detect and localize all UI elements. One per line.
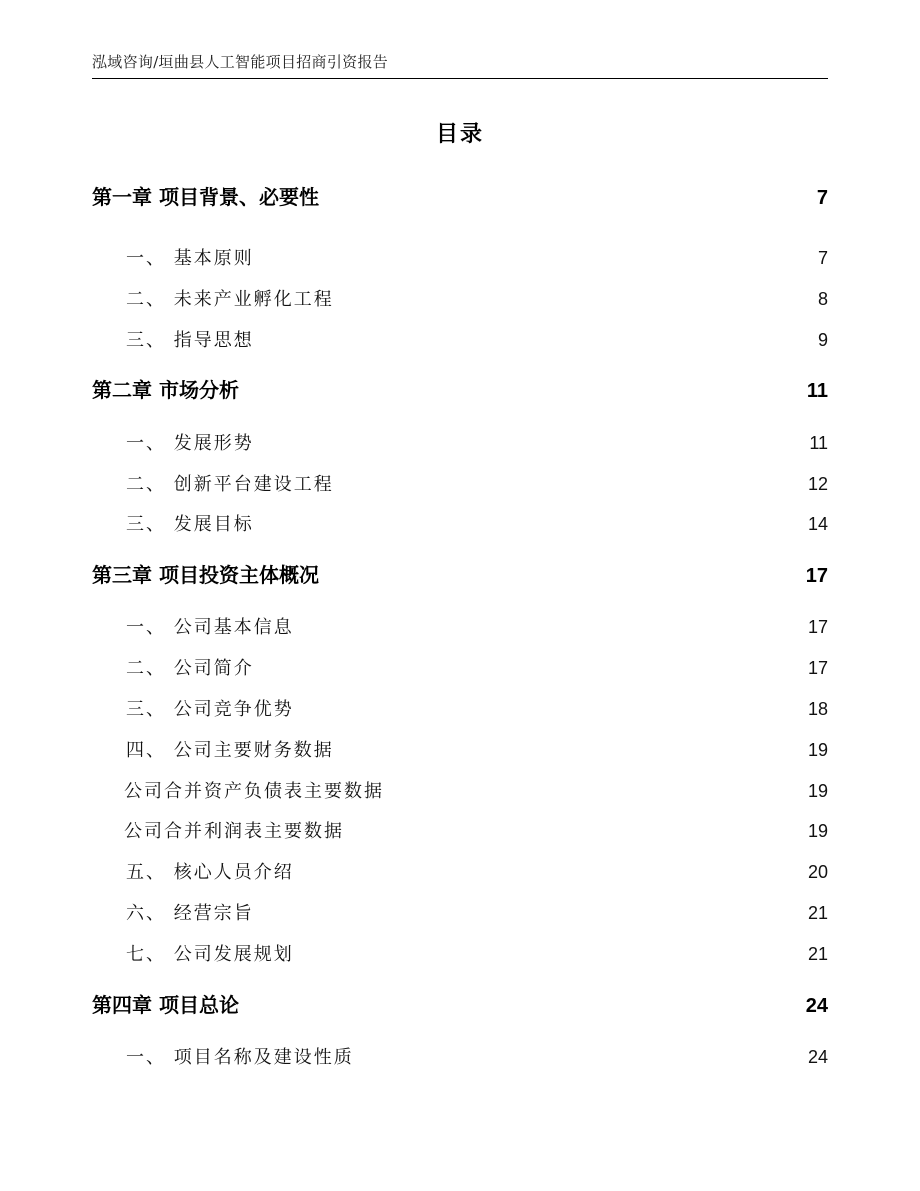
toc-entry-label: 第二章 市场分析	[92, 378, 239, 402]
toc-entry-page: 17	[807, 658, 828, 678]
toc-entry-label: 四、 公司主要财务数据	[126, 740, 334, 761]
toc-section[interactable]	[126, 615, 828, 639]
toc-section[interactable]	[124, 819, 828, 843]
toc-entry-label: 第一章 项目背景、必要性	[92, 185, 319, 209]
toc-entry-page: 20	[807, 862, 828, 882]
toc-entry-label: 第三章 项目投资主体概况	[92, 563, 319, 587]
toc-entry-label: 三、 发展目标	[126, 514, 254, 535]
toc-entry-page: 12	[807, 474, 828, 494]
toc-entry-label: 二、 未来产业孵化工程	[126, 289, 334, 310]
toc-section[interactable]	[126, 472, 828, 496]
toc-entry-label: 公司合并资产负债表主要数据	[124, 781, 384, 802]
toc-entry-page: 7	[817, 248, 828, 268]
toc-section[interactable]	[126, 697, 828, 721]
toc-entry-page: 19	[807, 781, 828, 801]
header-text: 泓域咨询/垣曲县人工智能项目招商引资报告	[92, 53, 389, 71]
toc-entry-page: 9	[817, 330, 828, 350]
toc-section[interactable]	[126, 1045, 828, 1069]
toc-entry-label: 一、 公司基本信息	[126, 617, 294, 638]
toc-entry-label: 公司合并利润表主要数据	[124, 821, 344, 842]
toc-chapter[interactable]	[92, 184, 828, 210]
toc-entry-label: 一、 项目名称及建设性质	[126, 1047, 354, 1068]
toc-section[interactable]	[126, 287, 828, 311]
toc-entry-label: 七、 公司发展规划	[126, 944, 294, 965]
toc-section[interactable]	[126, 656, 828, 680]
toc-entry-label: 三、 指导思想	[126, 330, 254, 351]
toc-section[interactable]	[126, 246, 828, 270]
toc-entry-page: 7	[816, 187, 828, 209]
toc-entry-label: 六、 经营宗旨	[126, 903, 254, 924]
toc-section[interactable]	[126, 901, 828, 925]
toc-entry-page: 21	[807, 903, 828, 923]
toc-entry-label: 二、 创新平台建设工程	[126, 474, 334, 495]
toc-section[interactable]	[126, 942, 828, 966]
toc-entry-page: 14	[807, 514, 828, 534]
toc-section[interactable]	[126, 512, 828, 536]
toc-entry-page: 11	[809, 433, 828, 453]
toc-entry-page: 17	[807, 617, 828, 637]
toc-chapter[interactable]	[92, 377, 828, 403]
toc-entry-page: 24	[805, 995, 828, 1017]
toc-section[interactable]	[126, 328, 828, 352]
toc-chapter[interactable]	[92, 562, 828, 588]
toc-title: 目录	[435, 122, 484, 147]
toc-entry-label: 一、 发展形势	[126, 433, 254, 454]
toc-section[interactable]	[126, 738, 828, 762]
toc-section[interactable]	[124, 779, 828, 803]
toc-entry-label: 三、 公司竞争优势	[126, 699, 294, 720]
toc-section[interactable]	[126, 860, 828, 884]
toc-entry-label: 一、 基本原则	[126, 248, 254, 269]
toc-entry-label: 第四章 项目总论	[92, 993, 239, 1017]
toc-chapter[interactable]	[92, 992, 828, 1018]
toc-entry-page: 17	[805, 565, 828, 587]
toc-entry-page: 19	[807, 821, 828, 841]
toc-entry-label: 二、 公司简介	[126, 658, 254, 679]
toc-section[interactable]	[126, 431, 828, 455]
toc-entry-page: 18	[807, 699, 828, 719]
toc-entry-label: 五、 核心人员介绍	[126, 862, 294, 883]
toc-entry-page: 8	[817, 289, 828, 309]
toc-entry-page: 19	[807, 740, 828, 760]
toc-entry-page: 21	[807, 944, 828, 964]
header-rule	[92, 78, 828, 79]
toc-entry-page: 24	[807, 1047, 828, 1067]
toc-entry-page: 11	[806, 380, 828, 402]
